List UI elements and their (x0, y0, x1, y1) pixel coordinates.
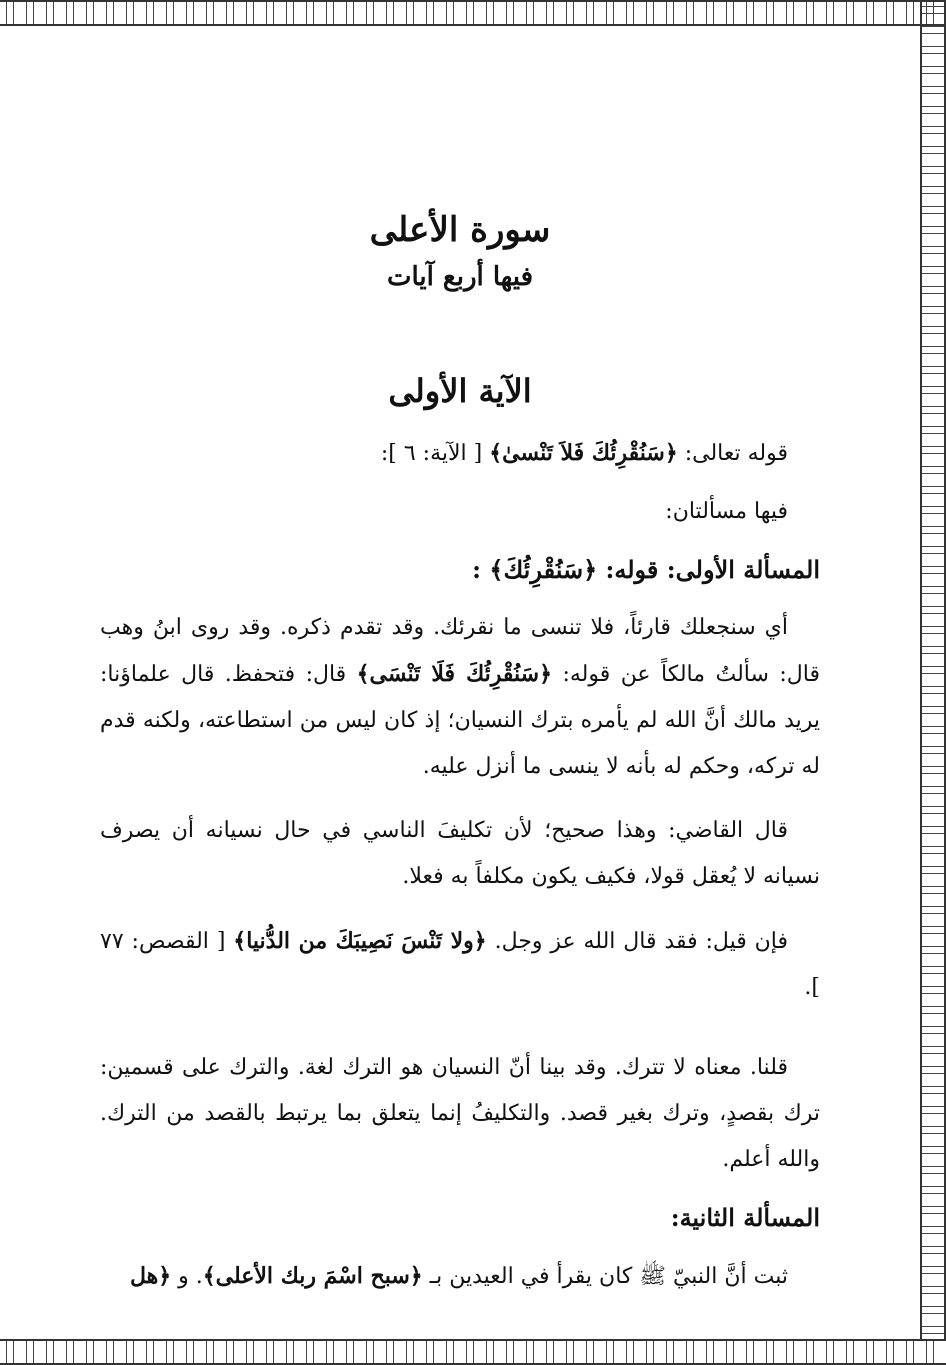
paragraph-5-a: ثبت أنَّ النبيّ ﷺ كان يقرأ في العيدين بـ (422, 1264, 788, 1289)
decorative-right-border (920, 0, 946, 1365)
decorative-bottom-border (0, 1339, 946, 1365)
first-issue-label: المسألة الأولى: قوله: (597, 555, 820, 584)
paragraph-3-b: [ القصص: ٧٧ ]. (100, 929, 820, 1000)
paragraph-1-quote: ﴿سَنُقْرِئُكَ فَلَا تَنْسَى﴾ (356, 661, 553, 687)
surah-subtitle: فيها أربع آيات (387, 262, 533, 292)
paragraph-3 (100, 918, 820, 1011)
paragraph-5-quote: ﴿سبح اسْمَ ربك الأعلى﴾ (202, 1263, 423, 1289)
issues-count-line: فيها مسألتان: (665, 499, 788, 524)
second-issue-heading: المسألة الثانية: (670, 1203, 820, 1232)
intro-quote: ﴿سَنُقْرِئُكَ فَلاَ تَنْسىٰ﴾ (489, 440, 678, 466)
paragraph-3-quote: ﴿ولا تَنْسَ نَصِيبَكَ من الدُّنيا﴾ (233, 928, 487, 954)
first-issue-colon: : (472, 555, 490, 584)
first-issue-quote: ﴿سَنُقْرِئُكَ﴾ (489, 555, 598, 584)
paragraph-5 (100, 1253, 820, 1300)
paragraph-5-quote-2: ﴿هل (129, 1263, 172, 1289)
paragraph-2: قال القاضي: وهذا صحيح؛ لأن تكليفَ الناسي في حال نسيانه أن يصرف نسيانه لا يُعقل قولا، فكيف يكون مكلفاً به فعلا. (100, 818, 820, 889)
paragraph-5-b: . و (171, 1264, 203, 1289)
paragraph-3-a: فإن قيل: فقد قال الله عز وجل. (486, 929, 788, 954)
page-content (100, 40, 820, 1300)
first-issue-heading (100, 547, 820, 593)
paragraph-4: قلنا. معناه لا تترك. وقد بينا أنّ النسيان هو الترك لغة. والترك على قسمين: ترك بقصدٍ، وترك بغير قصد. والتكليفُ إنما يتعلق بما يرتبط بالقصد من الترك. والله أعلم. (100, 1055, 820, 1172)
intro-line (100, 430, 820, 477)
paragraph-1 (100, 605, 820, 790)
paragraph-1-b: قال: فتحفظ. قال علماؤنا: يريد مالك أنَّ الله لم يأمره بترك النسيان؛ إذ كان ليس من استطاعته، ولكنه قدم له تركه، وحكم له بأنه لا ينسى ما أنزل عليه. (100, 662, 820, 779)
surah-title: سورة الأعلى (369, 210, 551, 250)
paragraph-1-a: أي سنجعلك قارئاً، فلا تنسى ما نقرئك. وقد تقدم ذكره. وقد روى ابنُ وهب قال: سألتُ مالكاً عن قوله: (100, 615, 820, 687)
intro-tail: [ الآية: ٦ ]: (380, 441, 490, 466)
ayah-heading: الآية الأولى (388, 372, 532, 410)
decorative-top-border (0, 0, 946, 26)
intro-lead: قوله تعالى: (677, 441, 788, 466)
